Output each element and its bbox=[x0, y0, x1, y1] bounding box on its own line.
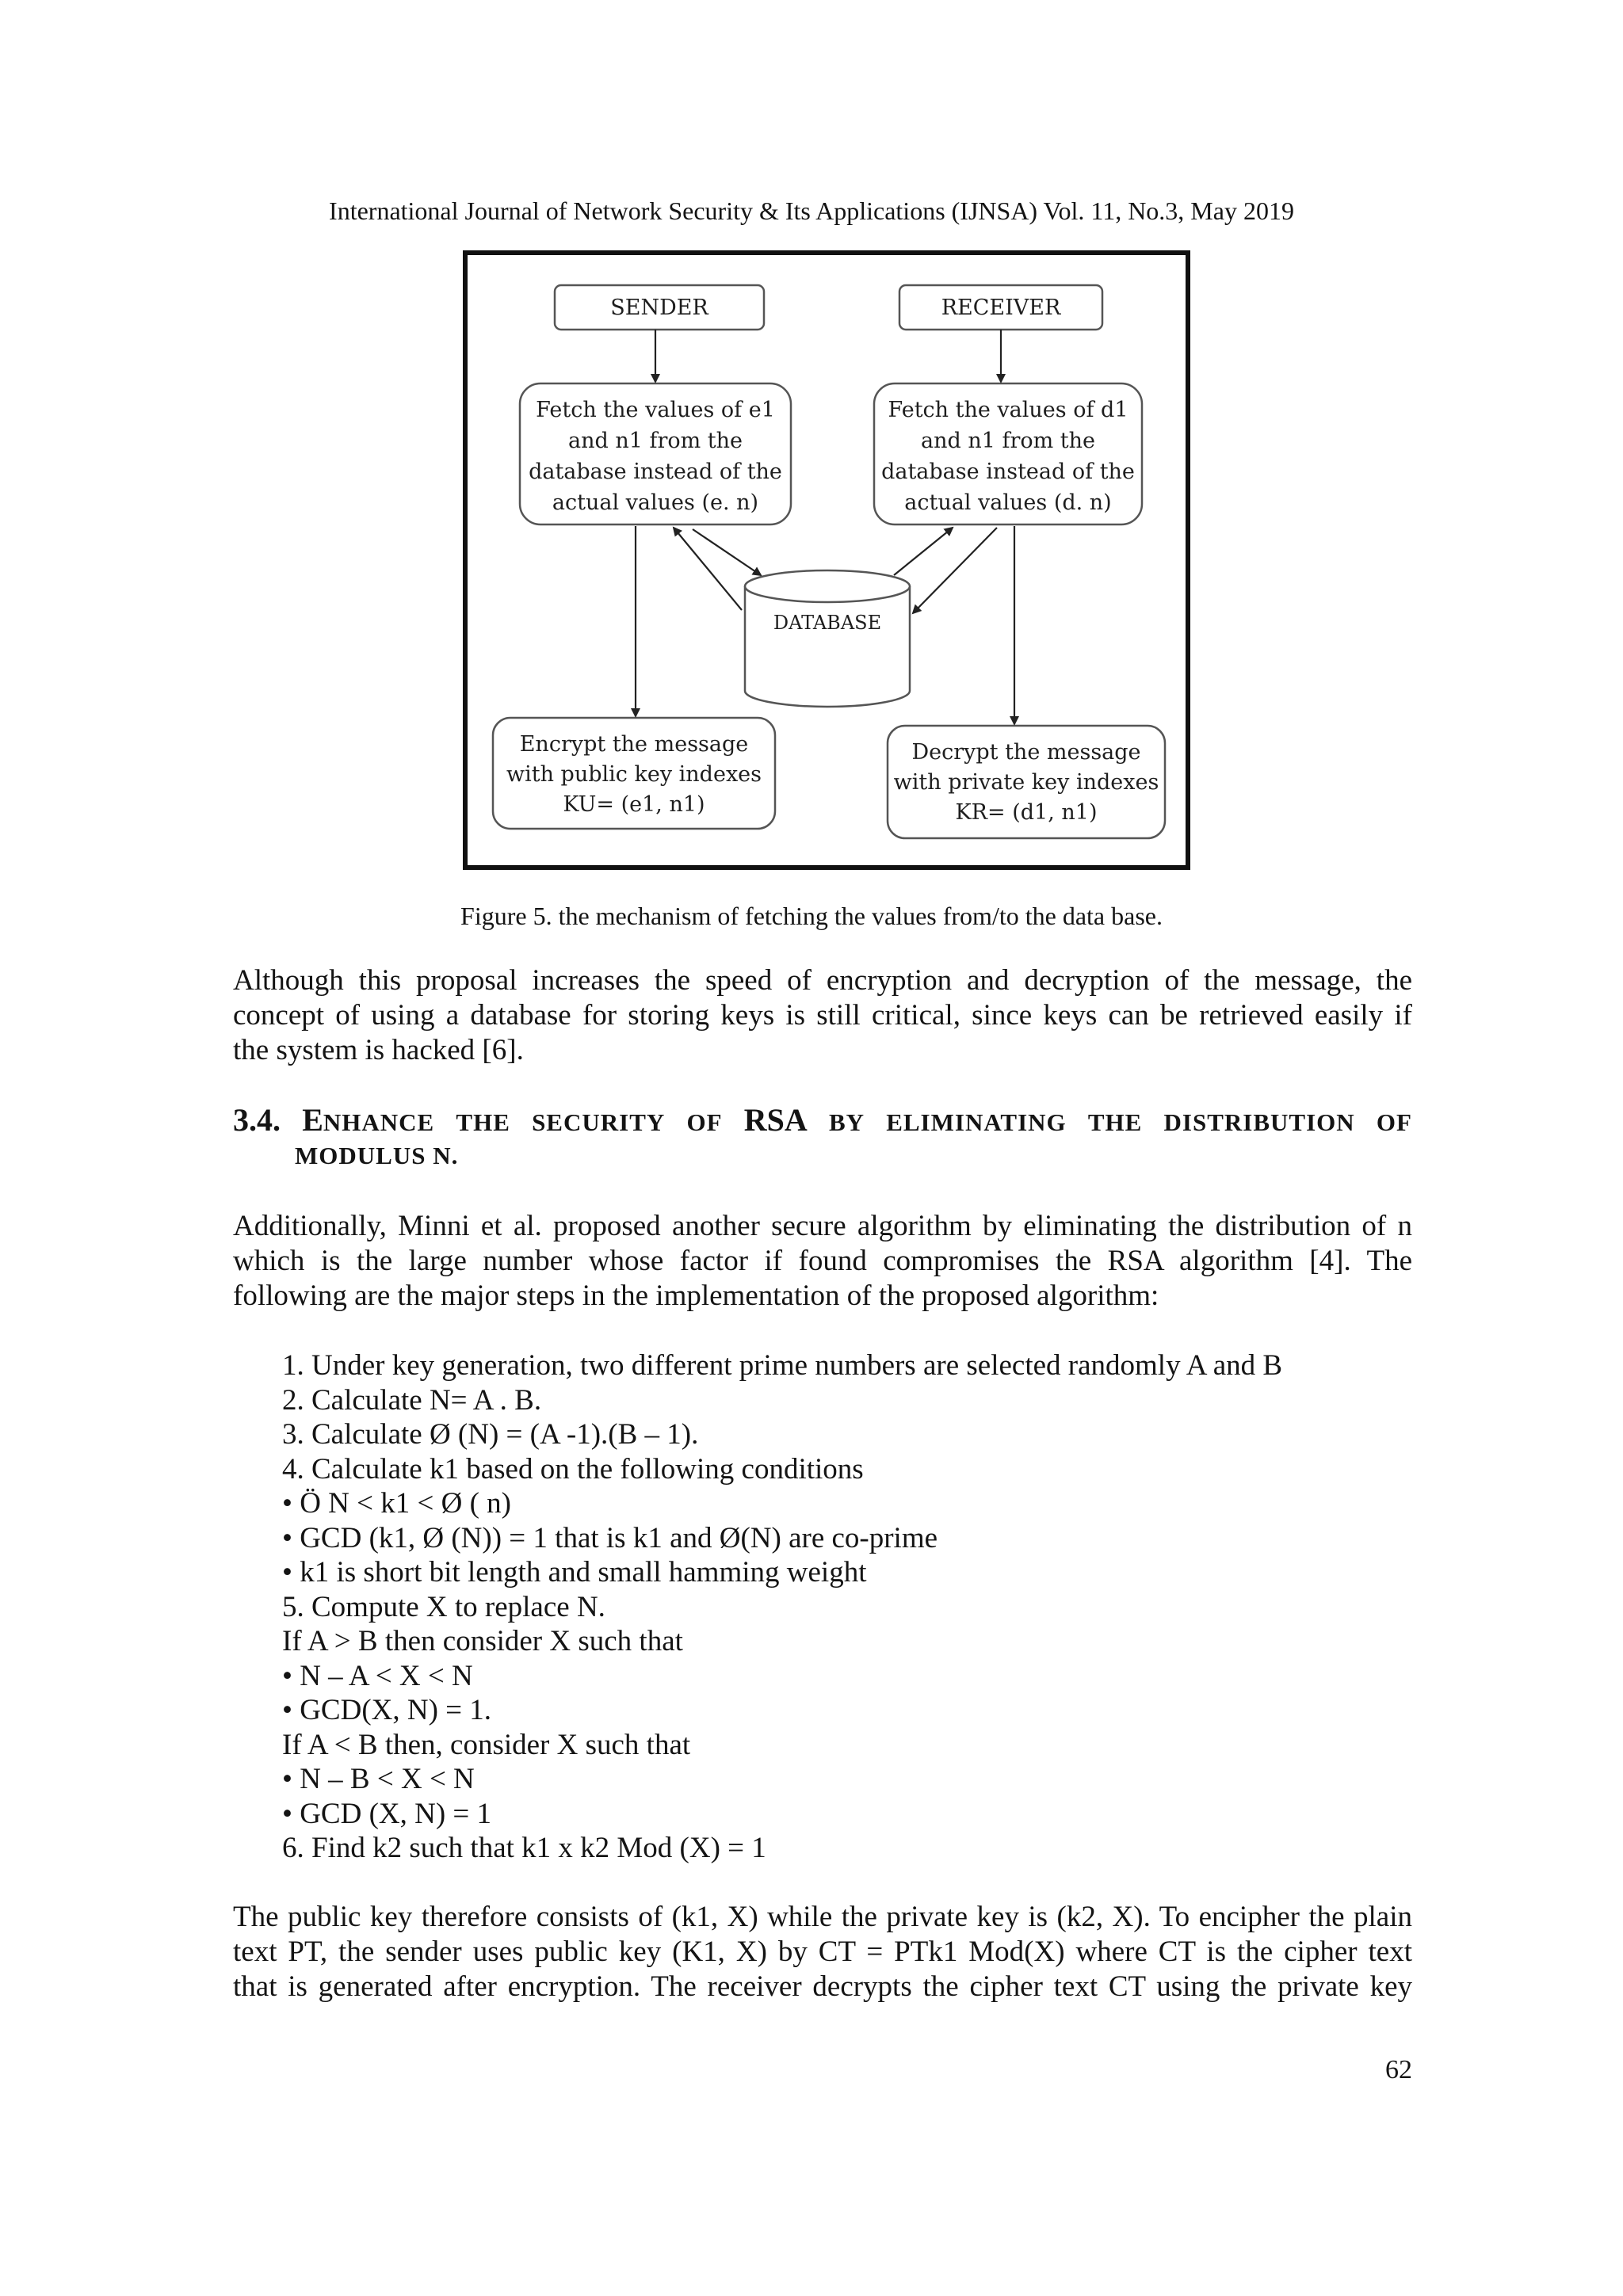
list-item: 4. Calculate k1 based on the following conditions bbox=[282, 1452, 864, 1486]
paragraph-line: concept of using a database for storing keys is still critical, since keys can be retrieved easily if bbox=[233, 999, 1412, 1032]
list-item: 1. Under key generation, two different prime numbers are selected randomly A and B bbox=[282, 1349, 1283, 1382]
receiver-label: RECEIVER bbox=[941, 296, 1061, 320]
list-item: If A < B then, consider X such that bbox=[282, 1728, 691, 1761]
list-item: • Ö N < k1 < Ø ( n) bbox=[282, 1487, 511, 1520]
heading-word: RSA bbox=[743, 1102, 808, 1138]
heading-word: SECURITY bbox=[532, 1108, 666, 1136]
paragraph-line: the system is hacked [6]. bbox=[233, 1034, 524, 1066]
list-item: 3. Calculate Ø (N) = (A -1).(B – 1). bbox=[282, 1418, 699, 1451]
heading-word: DISTRIBUTION bbox=[1163, 1108, 1355, 1136]
list-item: • N – A < X < N bbox=[282, 1659, 473, 1692]
heading-word: OF bbox=[686, 1108, 723, 1136]
paragraph-line: text PT, the sender uses public key (K1, X) by CT = PTk1 Mod(X) where CT is the cipher text bbox=[233, 1936, 1412, 1968]
section-heading-3-4 bbox=[233, 1101, 1412, 1170]
figure-caption: Figure 5. the mechanism of fetching the values from/to the data base. bbox=[460, 902, 1163, 930]
list-item: If A > B then consider X such that bbox=[282, 1625, 683, 1657]
list-item: 5. Compute X to replace N. bbox=[282, 1590, 605, 1623]
fetch-receiver-line-1: Fetch the values of d1 bbox=[888, 398, 1128, 422]
heading-word: THE bbox=[456, 1108, 510, 1136]
list-item: 2. Calculate N= A . B. bbox=[282, 1383, 542, 1417]
decrypt-node bbox=[888, 726, 1165, 838]
decrypt-line-2: with private key indexes bbox=[893, 770, 1159, 795]
fetch-sender-node bbox=[520, 383, 791, 524]
heading-word: NHANCE bbox=[323, 1108, 435, 1136]
fetch-sender-line-4: actual values (e. n) bbox=[552, 490, 759, 515]
heading-initial: E bbox=[302, 1102, 323, 1138]
heading-word: THE bbox=[1087, 1108, 1143, 1136]
heading-word: ELIMINATING bbox=[886, 1108, 1067, 1136]
heading-word: OF bbox=[1376, 1108, 1412, 1136]
encrypt-node bbox=[493, 718, 775, 829]
list-item: • GCD (k1, Ø (N)) = 1 that is k1 and Ø(N) are co-prime bbox=[282, 1521, 938, 1554]
algorithm-steps-list bbox=[282, 1348, 1392, 1866]
sender-node bbox=[555, 285, 764, 330]
list-item: 6. Find k2 such that k1 x k2 Mod (X) = 1 bbox=[282, 1832, 766, 1864]
fetch-receiver-line-3: database instead of the bbox=[881, 460, 1135, 484]
decrypt-line-3: KR= (d1, n1) bbox=[955, 800, 1098, 825]
encrypt-line-3: KU= (e1, n1) bbox=[563, 792, 705, 817]
arrow-fetch-sender-to-database bbox=[693, 529, 761, 575]
heading-word: BY bbox=[828, 1108, 865, 1136]
fetch-sender-line-2: and n1 from the bbox=[567, 429, 743, 453]
paragraph-minni-algorithm bbox=[233, 1209, 1412, 1314]
heading-line-2: MODULUS N. bbox=[295, 1142, 459, 1169]
paragraph-line: Although this proposal increases the speed of encryption and decryption of the message, the bbox=[233, 964, 1412, 997]
database-node bbox=[745, 570, 910, 707]
fetch-receiver-node bbox=[874, 383, 1142, 524]
paragraph-line: Additionally, Minni et al. proposed another secure algorithm by eliminating the distribution of n bbox=[233, 1210, 1412, 1242]
list-item: • GCD (X, N) = 1 bbox=[282, 1797, 492, 1830]
decrypt-line-1: Decrypt the message bbox=[911, 740, 1141, 765]
receiver-node bbox=[899, 285, 1102, 330]
encrypt-line-1: Encrypt the message bbox=[519, 732, 749, 757]
fetch-sender-line-3: database instead of the bbox=[529, 460, 782, 484]
fetch-receiver-line-4: actual values (d. n) bbox=[904, 490, 1112, 515]
database-label: DATABASE bbox=[773, 612, 882, 634]
fetch-receiver-line-2: and n1 from the bbox=[920, 429, 1096, 453]
paragraph-line: which is the large number whose factor if found compromises the RSA algorithm [4]. The bbox=[233, 1245, 1412, 1277]
page-number: 62 bbox=[1385, 2055, 1412, 2084]
figure-5-diagram bbox=[463, 250, 1190, 870]
paragraph-database-critique bbox=[233, 963, 1412, 1068]
list-item: • GCD(X, N) = 1. bbox=[282, 1694, 492, 1726]
paragraph-public-key bbox=[233, 1900, 1412, 2004]
list-item: • k1 is short bit length and small hamming weight bbox=[282, 1556, 867, 1589]
paragraph-line: The public key therefore consists of (k1, X) while the private key is (k2, X). To encipher the plain bbox=[233, 1901, 1412, 1933]
paragraph-line: that is generated after encryption. The receiver decrypts the cipher text CT using the private key bbox=[233, 1970, 1412, 2003]
encrypt-line-2: with public key indexes bbox=[506, 762, 762, 787]
paragraph-line: following are the major steps in the implementation of the proposed algorithm: bbox=[233, 1280, 1159, 1312]
section-number: 3.4. bbox=[233, 1102, 281, 1138]
arrow-database-to-fetch-receiver bbox=[894, 528, 953, 575]
running-header: International Journal of Network Security & Its Applications (IJNSA) Vol. 11, No.3, May 2019 bbox=[329, 196, 1294, 225]
list-item: • N – B < X < N bbox=[282, 1763, 475, 1795]
sender-label: SENDER bbox=[610, 296, 708, 320]
fetch-sender-line-1: Fetch the values of e1 bbox=[536, 398, 775, 422]
arrow-fetch-receiver-to-database bbox=[913, 528, 997, 613]
